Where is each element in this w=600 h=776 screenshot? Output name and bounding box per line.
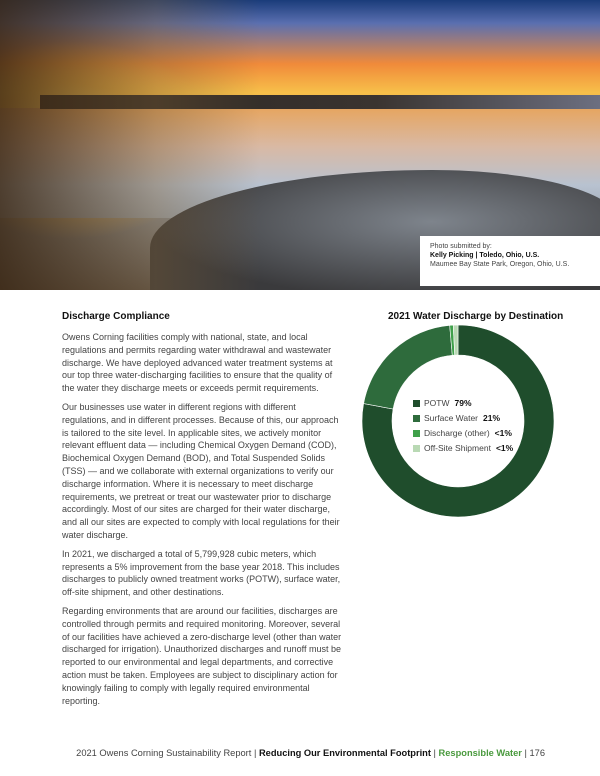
- caption-photographer: Kelly Picking | Toledo, Ohio, U.S.: [430, 252, 540, 259]
- chart-title: 2021 Water Discharge by Destination: [388, 311, 564, 322]
- paragraph: Owens Corning facilities comply with national, state, and local regulations and permits regarding water withdrawal and wastewater discharge. We have deployed advanced water treatment systems at our top three water-discharging facilities to ensure that the quality of the water they discharge meets or exceeds permit requirements.: [62, 332, 333, 394]
- footer-page-number: | 176: [521, 748, 545, 758]
- photo-caption: [420, 236, 600, 286]
- footer-separator: |: [430, 748, 439, 758]
- section-heading: Discharge Compliance: [62, 311, 170, 322]
- footer-report: 2021 Owens Corning Sustainability Report |: [76, 748, 259, 758]
- legend-value: 79%: [454, 398, 472, 408]
- sunset-lake-photo: [0, 0, 600, 290]
- legend-swatch: [413, 400, 420, 407]
- footer-section-link[interactable]: Reducing Our Environmental Footprint: [258, 748, 431, 758]
- legend-label: POTW: [424, 398, 450, 408]
- caption-location: Maumee Bay State Park, Oregon, Ohio, U.S.: [430, 261, 570, 268]
- legend-value: <1%: [495, 443, 514, 453]
- legend-value: <1%: [494, 428, 512, 438]
- legend-label: Off-Site Shipment: [424, 443, 491, 453]
- legend-swatch: [413, 445, 420, 452]
- paragraph: Regarding environments that are around our facilities, discharges are controlled through permits and required monitoring. Moreover, several of our facilities have achieved a zero-discharge level (other than water discharged for irrigation). Unauthorized discharges and runoff must be reported to our environmental and legal departments, and corrective action must be taken. Employees are subject to disciplinary action for knowingly failing to comply with legally required environmental reporting.: [62, 605, 342, 706]
- foreground-grass: [0, 0, 260, 290]
- paragraph: In 2021, we discharged a total of 5,799,928 cubic meters, which represents a 5% improvement from the base year 2018. This includes discharges to publicly owned treatment works (POTW), surface water, off-site shipment, and other destinations.: [62, 548, 341, 598]
- caption-credit-label: Photo submitted by:: [430, 243, 492, 250]
- page-footer: [0, 748, 545, 758]
- legend-item: [413, 411, 513, 426]
- chart-legend: [413, 396, 513, 456]
- legend-item: [413, 426, 513, 441]
- legend-item: [413, 441, 513, 456]
- legend-label: Surface Water: [424, 413, 479, 423]
- legend-item: [413, 396, 513, 411]
- legend-swatch: [413, 415, 420, 422]
- legend-swatch: [413, 430, 420, 437]
- body-text: [62, 311, 344, 713]
- legend-value: 21%: [483, 413, 501, 423]
- legend-label: Discharge (other): [424, 428, 490, 438]
- footer-topic-link[interactable]: Responsible Water: [438, 748, 522, 758]
- paragraph: Our businesses use water in different regions with different regulations, and in different processes. Because of this, our approach is tailored to the site level. In applicable sites, we actively monitor relevant effluent data — including Chemical Oxygen Demand (COD), Biochemical Oxygen Demand (BOD), and Total Suspended Solids (TSS) — and we collaborate with external organizations to verify our discharge information. Where it is necessary to meet discharge requirements, we pretreat or treat our wastewater prior to discharge accordingly. Most of our sites are charged for their water discharge, and all our sites are expected to comply with local regulations for their water discharge.: [62, 401, 340, 540]
